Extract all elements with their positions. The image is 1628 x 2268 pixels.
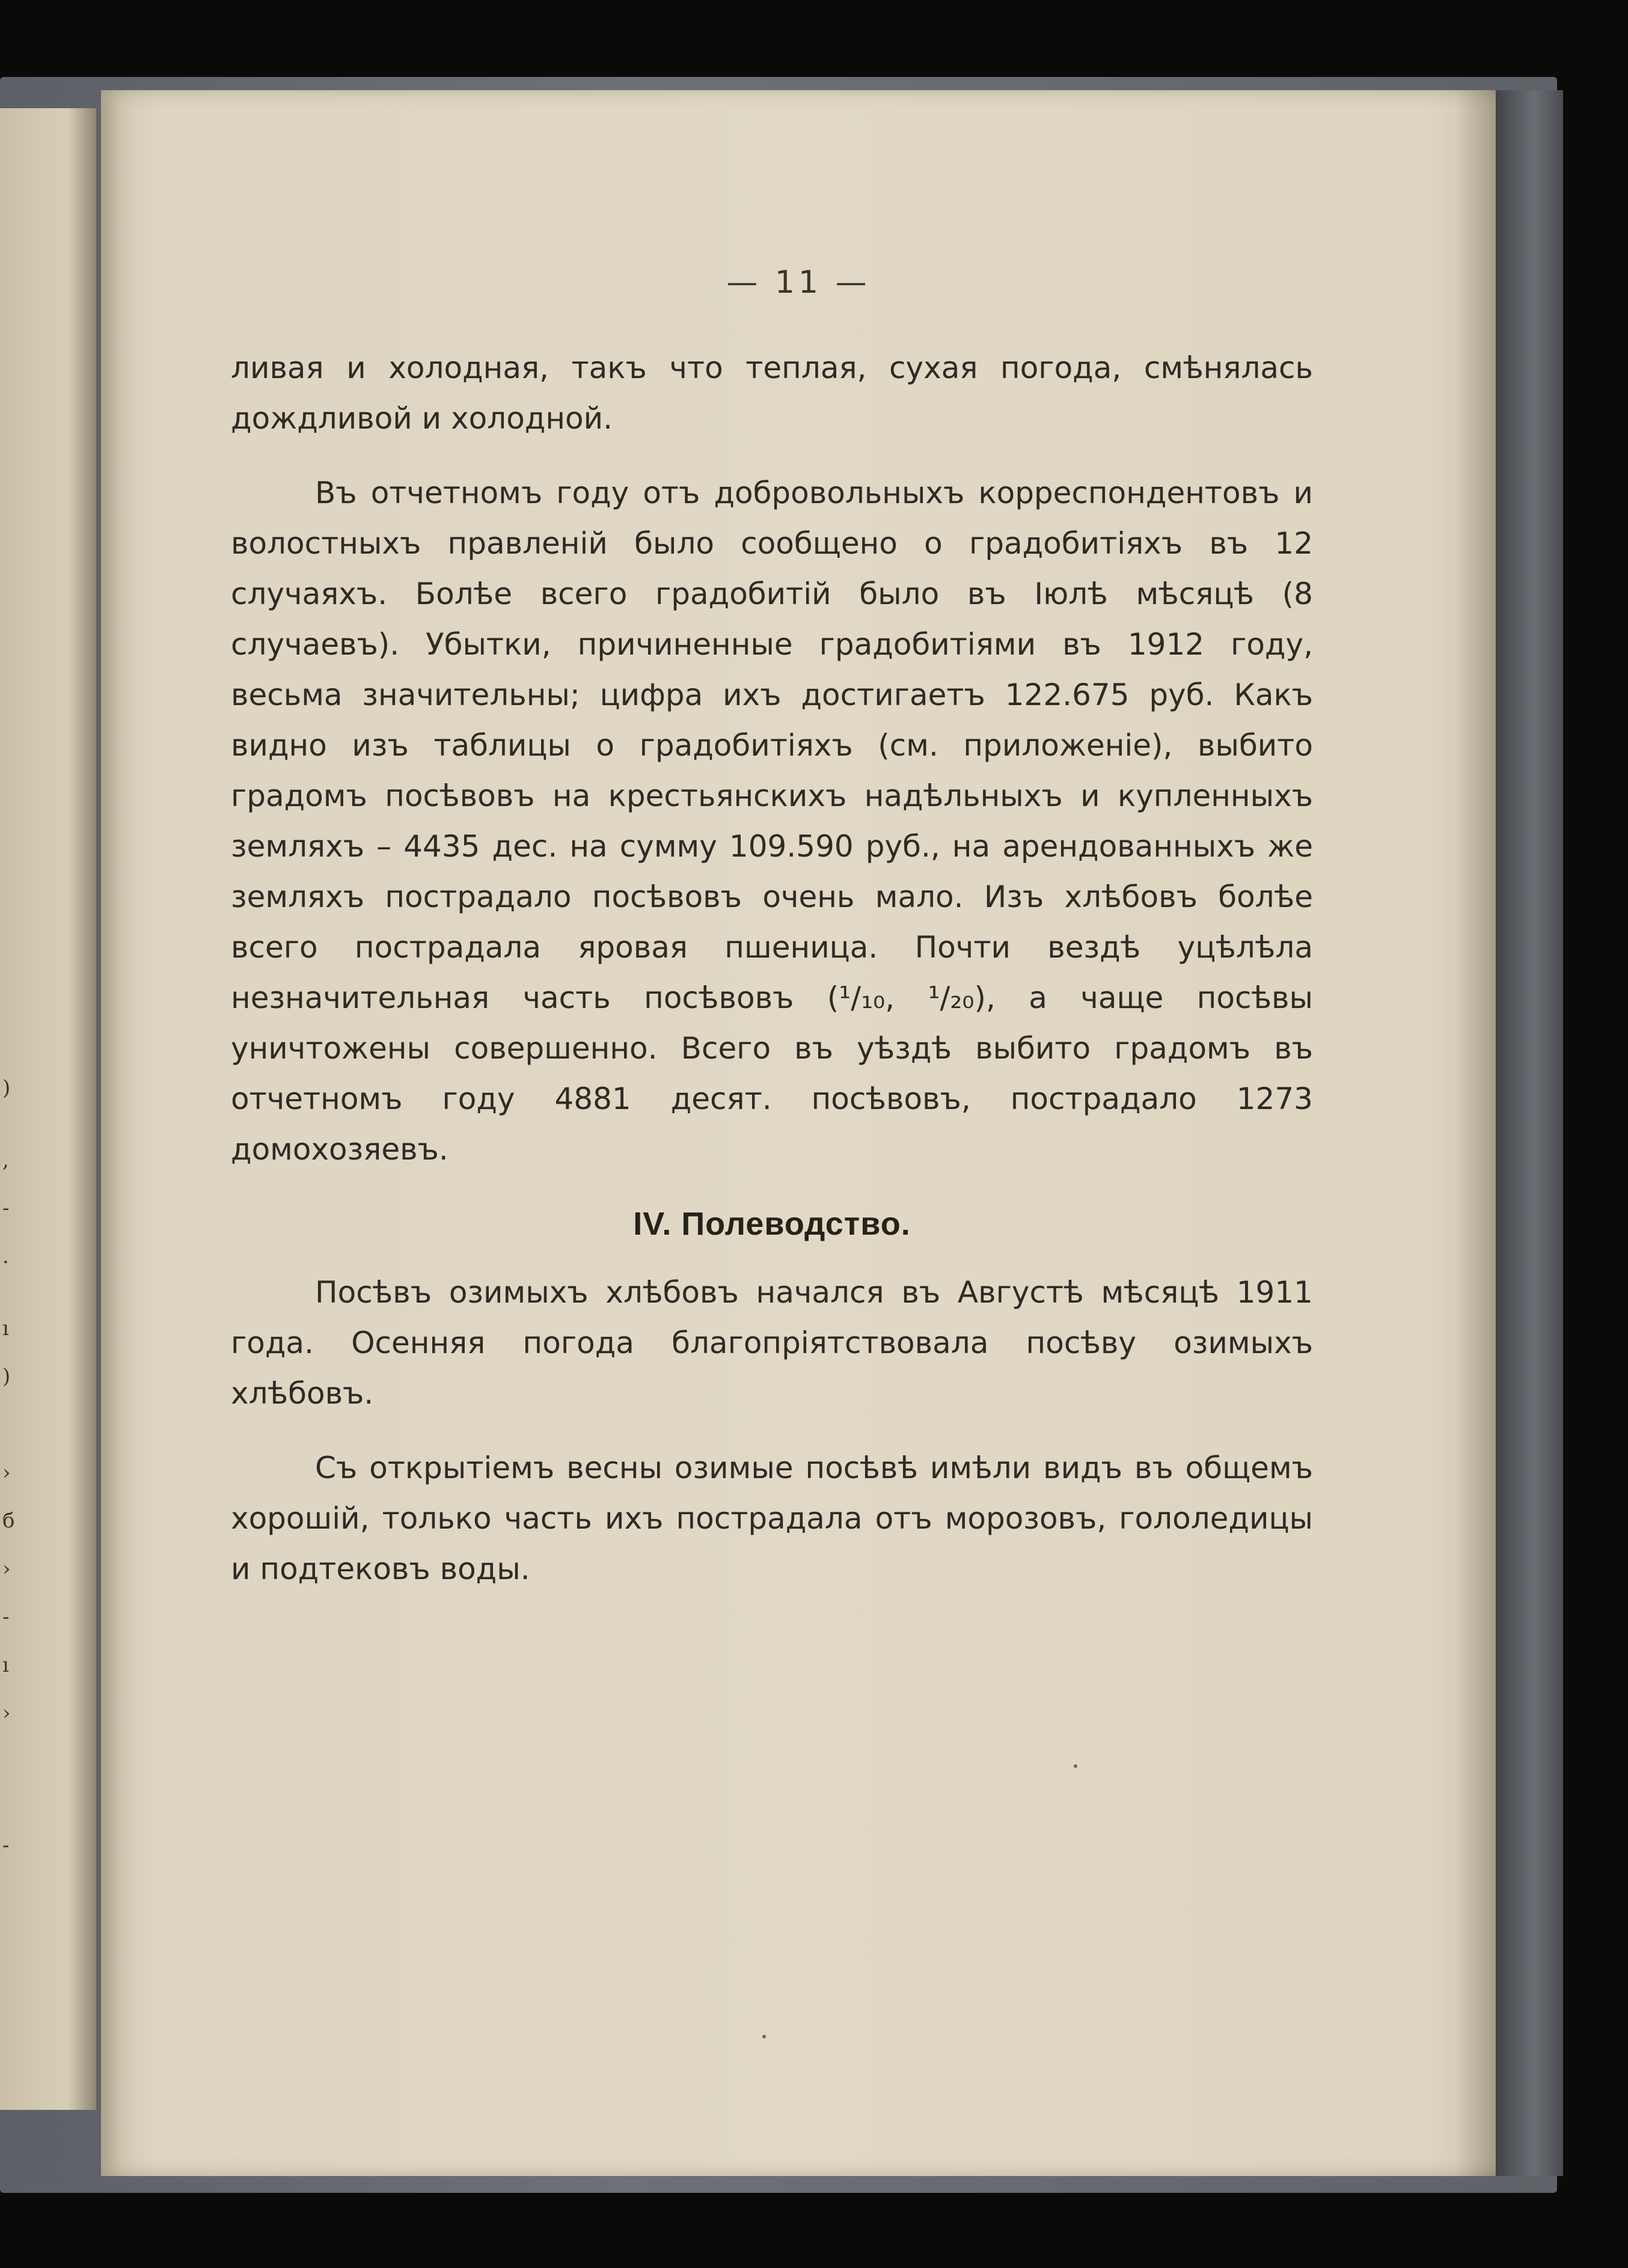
page-body [231,343,1313,1594]
paragraph-continuation: ливая и холодная, такъ что теплая, сухая погода, смѣнялась дождливой и холодной. [231,350,1313,436]
paragraph-spring-condition: Съ открытіемъ весны озимые посѣвѣ имѣли видъ въ общемъ хорошій, только часть ихъ пострадала отъ морозовъ, гололедицы и подтековъ воды. [231,1450,1313,1586]
left-mark: › [2,1557,11,1581]
left-mark: . [2,1244,9,1268]
paragraph-hail-damage: Въ отчетномъ году отъ добровольныхъ корреспондентовъ и волостныхъ правленій было сообщено о градобитіяхъ въ 12 случаяхъ. Болѣе всего градобитій было въ Іюлѣ мѣсяцѣ (8 случаевъ). Убытки, причиненные градобитіями въ 1912 году, весьма значительны; цифра ихъ достигаетъ 122.675 руб. Какъ видно изъ таблицы о градобитіяхъ (см. приложеніе), выбито градомъ посѣвовъ на крестьянскихъ надѣльныхъ и купленныхъ земляхъ – 4435 дес. на сумму 109.590 руб., на арендованныхъ же земляхъ пострадало посѣвовъ очень мало. Изъ хлѣбовъ болѣе всего пострадала яровая пшеница. Почти вездѣ уцѣлѣла незначительная часть посѣвовъ (¹/₁₀, ¹/₂₀), а чаще посѣвы уничтожены совершенно. Всего въ уѣздѣ выбито градомъ въ отчетномъ году 4881 десят. посѣвовъ, пострадало 1273 домохозяевъ. [231,475,1313,1167]
left-mark: ) [2,1365,11,1389]
page-edge-shadow [1455,90,1496,2176]
paragraph-winter-sowing: Посѣвъ озимыхъ хлѣбовъ начался въ Августѣ мѣсяцѣ 1911 года. Осенняя погода благопріятствовала посѣву озимыхъ хлѣбовъ. [231,1275,1313,1411]
left-mark: ı [2,1653,9,1677]
section-heading: IV. Полеводство. [633,1206,911,1242]
paper-speck [1074,1764,1077,1768]
left-mark: б [2,1509,15,1533]
left-mark: , [2,1148,9,1172]
page-number: — 11 — [726,264,871,301]
cover-spine-edge [1491,90,1563,2176]
left-mark: - [2,1196,10,1220]
left-facing-page [0,108,96,2110]
left-mark: ) [2,1076,11,1100]
book-page [101,90,1496,2176]
left-mark: ı [2,1316,9,1340]
left-mark: › [2,1461,11,1485]
paper-speck [762,2035,766,2038]
left-page-marks [0,108,24,2110]
left-mark: - [2,1833,10,1857]
left-mark: › [2,1701,11,1725]
left-mark: - [2,1605,10,1629]
